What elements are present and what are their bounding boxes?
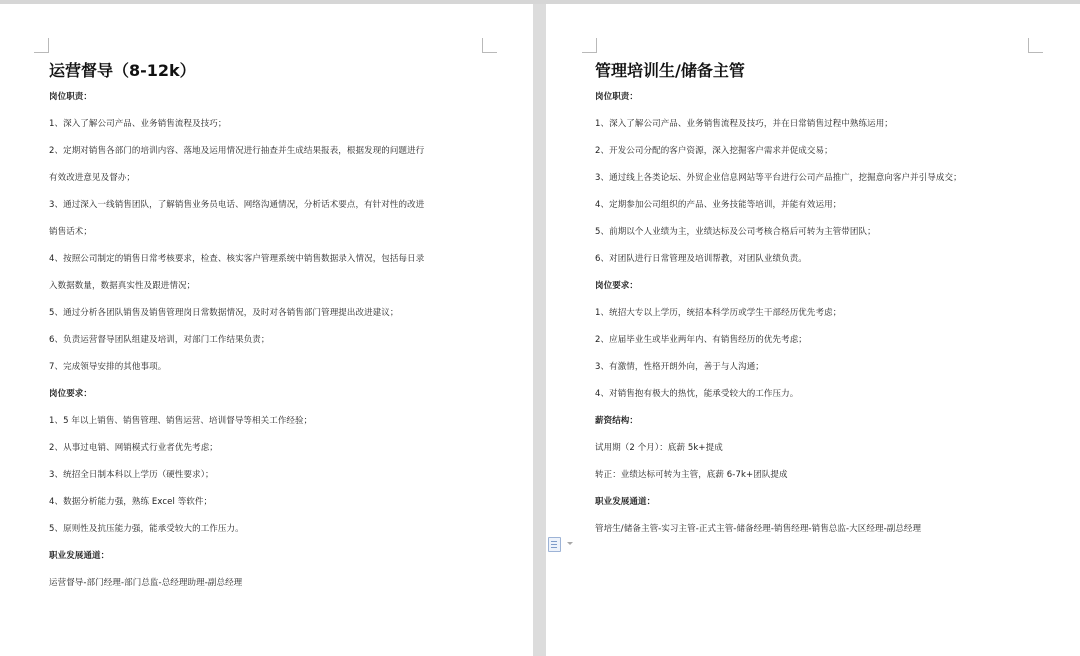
paragraph-line: 3、通过深入一线销售团队，了解销售业务员电话、网络沟通情况，分析话术要点，有针对性的改进 <box>49 200 425 210</box>
margin-corner-mark <box>1028 38 1043 53</box>
chevron-down-icon[interactable] <box>567 542 573 545</box>
paragraph-line: 4、按照公司制定的销售日常考核要求，检查、核实客户管理系统中销售数据录入情况，包括每日录 <box>49 254 425 264</box>
section-heading: 岗位要求： <box>49 389 93 399</box>
margin-corner-mark <box>582 38 597 53</box>
job-title: 运营督导（8-12k） <box>49 61 196 80</box>
section-heading: 职业发展通道： <box>595 497 656 507</box>
document-page-right <box>546 4 1080 656</box>
paragraph-line: 管培生/储备主管-实习主管-正式主管-储备经理-销售经理-销售总监-大区经理-副总经理 <box>595 524 922 534</box>
paragraph-line: 6、对团队进行日常管理及培训帮教，对团队业绩负责。 <box>595 254 807 264</box>
document-page-left <box>0 4 533 656</box>
paragraph-line: 试用期（2 个月）：底薪 5k+提成 <box>595 443 723 453</box>
paragraph-line: 4、定期参加公司组织的产品、业务技能等培训，并能有效运用； <box>595 200 842 210</box>
paragraph-line: 2、开发公司分配的客户资源，深入挖掘客户需求并促成交易； <box>595 146 833 156</box>
paragraph-line: 转正：业绩达标可转为主管，底薪 6-7k+团队提成 <box>595 470 788 480</box>
paragraph-line: 入数据数量，数据真实性及跟进情况； <box>49 281 196 291</box>
paragraph-list <box>49 84 519 597</box>
paragraph-line: 2、定期对销售各部门的培训内容、落地及运用情况进行抽查并生成结果报表，根据发现的问题进行 <box>49 146 425 156</box>
paragraph-line: 1、深入了解公司产品、业务销售流程及技巧； <box>49 119 227 129</box>
page-content <box>595 58 1075 543</box>
paragraph-line: 4、数据分析能力强，熟练 Excel 等软件； <box>49 497 213 507</box>
paragraph-line: 1、深入了解公司产品、业务销售流程及技巧，并在日常销售过程中熟练运用； <box>595 119 893 129</box>
paragraph-line: 3、统招全日制本科以上学历（硬性要求）； <box>49 470 214 480</box>
paragraph-line: 5、原则性及抗压能力强，能承受较大的工作压力。 <box>49 524 244 534</box>
paragraph-line: 3、有激情，性格开朗外向，善于与人沟通； <box>595 362 764 372</box>
paragraph-line: 7、完成领导安排的其他事项。 <box>49 362 167 372</box>
paragraph-line: 1、统招大专以上学历，统招本科学历或学生干部经历优先考虑； <box>595 308 842 318</box>
paragraph-line: 5、前期以个人业绩为主，业绩达标及公司考核合格后可转为主管带团队； <box>595 227 876 237</box>
section-heading: 薪资结构： <box>595 416 639 426</box>
paragraph-line: 5、通过分析各团队销售及销售管理岗日常数据情况，及时对各销售部门管理提出改进建议； <box>49 308 399 318</box>
job-title: 管理培训生/储备主管 <box>595 61 745 80</box>
margin-corner-mark <box>34 38 49 53</box>
paragraph-line: 2、从事过电销、网销模式行业者优先考虑； <box>49 443 218 453</box>
paragraph-line: 运营督导-部门经理-部门总监-总经理助理-副总经理 <box>49 578 243 588</box>
document-icon[interactable] <box>548 537 561 552</box>
paragraph-line: 销售话术； <box>49 227 93 237</box>
page-content <box>49 58 519 597</box>
paragraph-line: 4、对销售抱有极大的热忱，能承受较大的工作压力。 <box>595 389 799 399</box>
paragraph-line: 2、应届毕业生或毕业两年内、有销售经历的优先考虑； <box>595 335 807 345</box>
section-heading: 岗位职责： <box>49 92 93 102</box>
paragraph-line: 3、通过线上各类论坛、外贸企业信息网站等平台进行公司产品推广，挖掘意向客户并引导成交； <box>595 173 962 183</box>
paragraph-line: 有效改进意见及督办； <box>49 173 136 183</box>
paragraph-line: 6、负责运营督导团队组建及培训，对部门工作结果负责； <box>49 335 270 345</box>
paragraph-list <box>595 84 1075 543</box>
margin-corner-mark <box>482 38 497 53</box>
section-heading: 岗位要求： <box>595 281 639 291</box>
page-gutter <box>533 4 546 656</box>
section-heading: 岗位职责： <box>595 92 639 102</box>
paragraph-line: 1、5 年以上销售、销售管理、销售运营、培训督导等相关工作经验； <box>49 416 313 426</box>
section-heading: 职业发展通道： <box>49 551 110 561</box>
